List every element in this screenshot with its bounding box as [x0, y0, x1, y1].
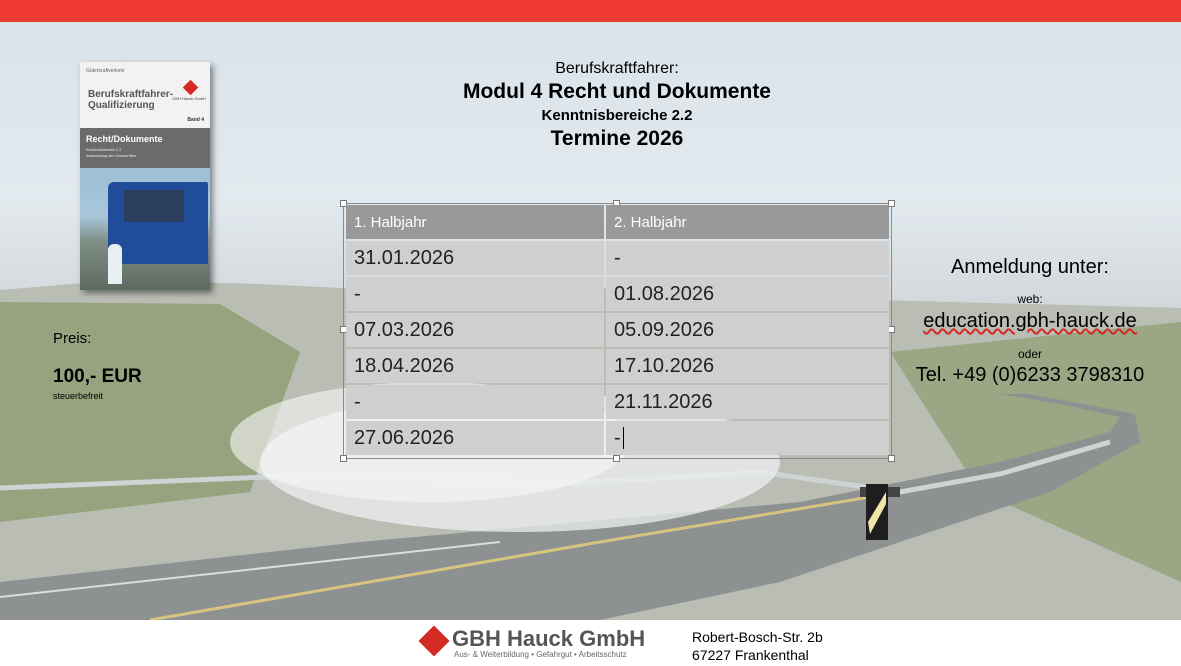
book-title: Berufskraftfahrer-Qualifizierung — [88, 89, 174, 111]
header-subtitle: Berufskraftfahrer: — [555, 60, 679, 77]
table-header-row — [346, 205, 889, 239]
table-cell[interactable]: 21.11.2026 — [606, 385, 889, 419]
dates-table[interactable] — [344, 203, 891, 457]
book-truck-window — [124, 190, 184, 222]
book-subject: Recht/Dokumente — [86, 134, 163, 144]
book-subject-detail — [86, 147, 136, 159]
price-value: 100,- EUR — [53, 366, 142, 387]
table-row — [346, 313, 889, 347]
price-note: steuerbefreit — [53, 391, 104, 401]
table-row — [346, 241, 889, 275]
table-cell[interactable]: 01.08.2026 — [606, 277, 889, 311]
table-cell[interactable]: - — [346, 277, 604, 311]
table-cell[interactable]: 18.04.2026 — [346, 349, 604, 383]
address-city: 67227 Frankenthal — [692, 647, 809, 663]
address-street: Robert-Bosch-Str. 2b — [692, 629, 823, 645]
book-logo-text: GBH Hauck GmbH — [172, 96, 206, 101]
phone-number: Tel. +49 (0)6233 3798310 — [915, 364, 1145, 386]
web-link[interactable] — [880, 310, 1180, 333]
company-tagline: Aus- & Weiterbildung • Gefahrgut • Arbeitsschutz — [454, 650, 627, 659]
book-band: Band 4 — [187, 117, 204, 123]
table-cell[interactable]: 27.06.2026 — [346, 421, 604, 455]
book-publisher: Güterkraftverkehr — [86, 68, 125, 74]
dates-title: Termine 2026 — [550, 127, 684, 150]
table-cell[interactable]: - — [346, 385, 604, 419]
table-row — [346, 349, 889, 383]
knowledge-area: Kenntnisbereiche 2.2 — [541, 107, 693, 124]
company-name: GBH Hauck GmbH — [452, 626, 646, 651]
text-cursor — [623, 427, 624, 449]
table-cell-editing[interactable] — [606, 421, 889, 455]
table-cell[interactable]: 31.01.2026 — [346, 241, 604, 275]
table-cell[interactable]: 05.09.2026 — [606, 313, 889, 347]
book-sub-line-1: Kenntnisbereich 2.2 — [86, 147, 122, 152]
table-row — [346, 277, 889, 311]
table-header-h2[interactable]: 2. Halbjahr — [606, 205, 889, 239]
book-logo-icon — [183, 80, 199, 96]
table-row — [346, 385, 889, 419]
web-url[interactable]: education.gbh-hauck.de — [923, 310, 1137, 332]
top-accent-bar — [0, 0, 1181, 22]
page-title: Modul 4 Recht und Dokumente — [462, 80, 771, 103]
table-cell[interactable]: 07.03.2026 — [346, 313, 604, 347]
web-label: web: — [1017, 292, 1043, 306]
book-cover-image — [80, 62, 210, 290]
registration-title: Anmeldung unter: — [951, 256, 1109, 278]
table-cell[interactable]: 17.10.2026 — [606, 349, 889, 383]
price-label: Preis: — [53, 330, 92, 347]
editing-cell-text: - — [614, 426, 621, 449]
table-header-h1[interactable]: 1. Halbjahr — [346, 205, 604, 239]
or-label: oder — [1017, 347, 1043, 361]
book-person-image — [108, 244, 122, 284]
book-sub-line-2: Anwendung der Vorschriften — [86, 153, 137, 158]
table-row — [346, 421, 889, 455]
table-cell[interactable]: - — [606, 241, 889, 275]
